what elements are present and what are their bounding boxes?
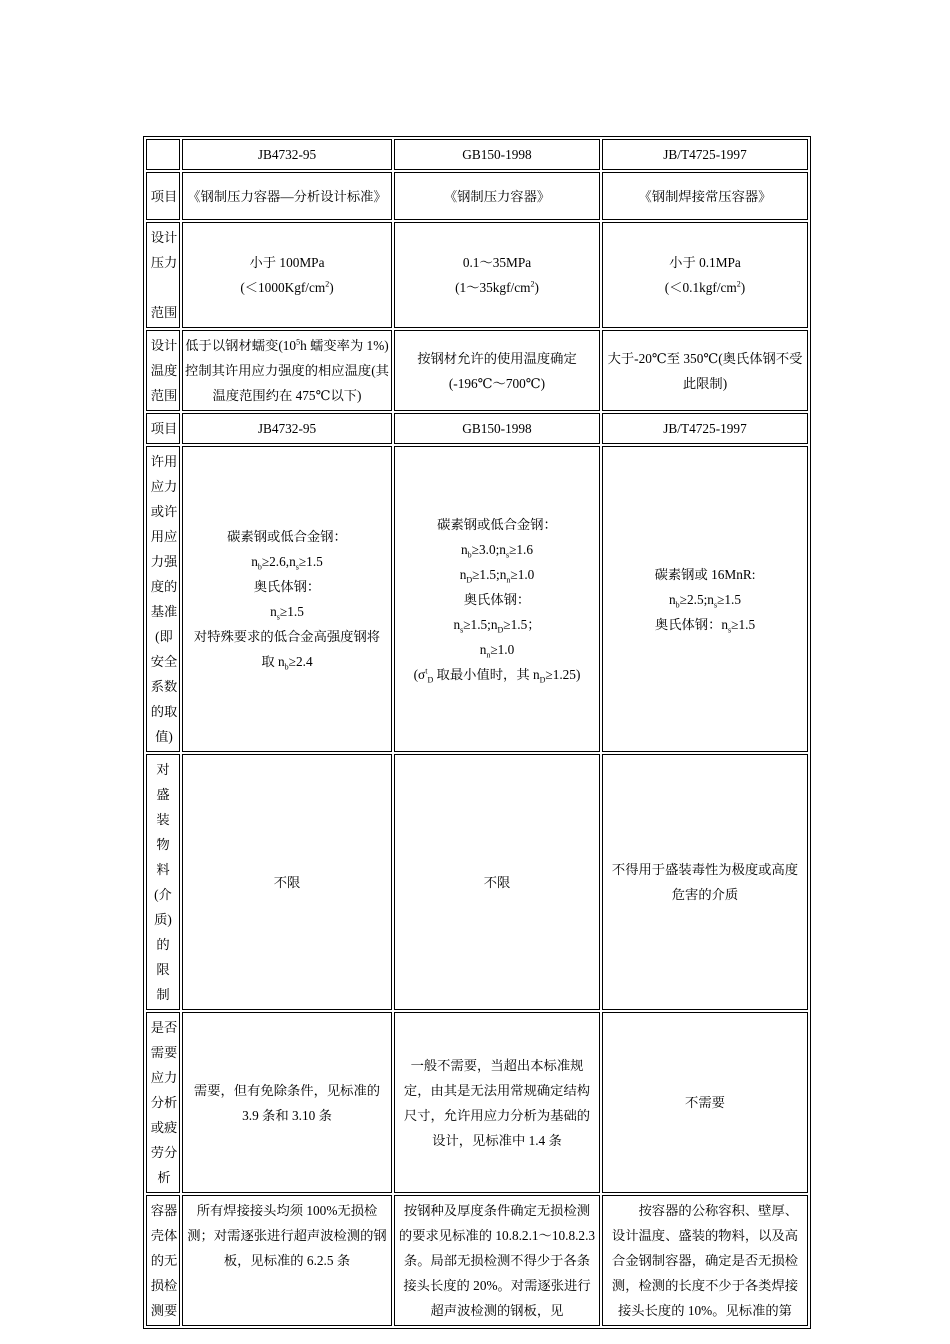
table-row-stress-analysis (146, 1012, 808, 1193)
cell-gb150-ndt: 按钢种及厚度条件确定无损检测的要求见标准的 10.8.2.1～10.8.2.3 条。局部无损检测不得少于各条接头长度的 20%。对需逐张进行超声波检测的钢板，见 (394, 1195, 600, 1326)
row-label-media: 对盛装物料(介质)的限制 (146, 754, 180, 1010)
row-label-item: 项目 (146, 172, 180, 220)
cell-gb150-stress: 碳素钢或低合金钢： $n_b\ge 3.0;n_s\ge 1.6$ $n_D\ge 1.5;n_n\ge 1.0$ 奥氏体钢： $n_s\ge 1.5;n_D\ge 1.5$； $n_n\ge 1.0$ ($\sigma^t_D$ 取最小值时，其 $n_D\ge 1.25$) (394, 446, 600, 752)
header2-gb150: GB150-1998 (394, 413, 600, 444)
table-row-name (146, 172, 808, 220)
cell-jb4732-media: 不限 (182, 754, 392, 1010)
cell-jbt4725-stress: 碳素钢或 16MnR: $n_b\ge 2.5;n_s\ge 1.5$ 奥氏体钢：$n_s\ge 1.5$ (602, 446, 808, 752)
cell-gb150-name: 《钢制压力容器》 (394, 172, 600, 220)
header-jbt4725: JB/T4725-1997 (602, 139, 808, 170)
header-jb4732: JB4732-95 (182, 139, 392, 170)
cell-jb4732-pressure: 小于 100MPa $(<1000Kgf/cm^2)$ (182, 222, 392, 328)
cell-jbt4725-analysis: 不需要 (602, 1012, 808, 1193)
cell-jbt4725-name: 《钢制焊接常压容器》 (602, 172, 808, 220)
table-row-allowable-stress (146, 446, 808, 752)
cell-jbt4725-ndt: 按容器的公称容积、壁厚、设计温度、盛装的物料，以及高合金钢制容器，确定是否无损检测，检测的长度不少于各类焊接接头长度的 10%。见标准的第 (602, 1195, 808, 1326)
cell-jbt4725-temperature: 大于-20℃至 350℃(奥氏体钢不受此限制) (602, 330, 808, 411)
table-row-ndt (146, 1195, 808, 1326)
table-header-row (146, 139, 808, 170)
row-label-ndt: 容器壳体的无损检测要 (146, 1195, 180, 1326)
row-label-pressure: 设计 压力 范围 (146, 222, 180, 328)
corner-cell (146, 139, 180, 170)
table-row-pressure (146, 222, 808, 328)
cell-jbt4725-media: 不得用于盛装毒性为极度或高度危害的介质 (602, 754, 808, 1010)
cell-jb4732-ndt: 所有焊接接头均须 100%无损检测；对需逐张进行超声波检测的钢板，见标准的 6.2.5 条 (182, 1195, 392, 1326)
row-label-allowable-stress: 许用应力或许用应力强度的基准(即安全系数的取值) (146, 446, 180, 752)
cell-jb4732-analysis: 需要，但有免除条件，见标准的 3.9 条和 3.10 条 (182, 1012, 392, 1193)
table-row-media (146, 754, 808, 1010)
cell-jbt4725-pressure: 小于 0.1MPa $(<0.1kgf/cm^2)$ (602, 222, 808, 328)
row-label-item-2: 项目 (146, 413, 180, 444)
table-row-header-repeat (146, 413, 808, 444)
row-label-temperature: 设计温度范围 (146, 330, 180, 411)
header2-jb4732: JB4732-95 (182, 413, 392, 444)
table-row-temperature (146, 330, 808, 411)
cell-jb4732-name: 《钢制压力容器—分析设计标准》 (182, 172, 392, 220)
cell-gb150-temperature: 按钢材允许的使用温度确定(-196℃～700℃) (394, 330, 600, 411)
standards-comparison-table (143, 136, 811, 1329)
cell-gb150-analysis: 一般不需要，当超出本标准规定，由其是无法用常规确定结构尺寸，允许用应力分析为基础的设计，见标准中 1.4 条 (394, 1012, 600, 1193)
header2-jbt4725: JB/T4725-1997 (602, 413, 808, 444)
cell-jb4732-stress: 碳素钢或低合金钢： $n_b\ge 2.6,n_s\ge 1.5$ 奥氏体钢： $n_s\ge 1.5$ 对特殊要求的低合金高强度钢将 取 $n_b\ge 2.4$ (182, 446, 392, 752)
cell-gb150-media: 不限 (394, 754, 600, 1010)
row-label-stress-analysis: 是否需要应力分析或疲劳分析 (146, 1012, 180, 1193)
cell-gb150-pressure: 0.1～35MPa $(1\sim 35kgf/cm^2)$ (394, 222, 600, 328)
header-gb150: GB150-1998 (394, 139, 600, 170)
cell-jb4732-temperature: 低于以钢材蠕变($10^5h$ 蠕变率为 1%)控制其许用应力强度的相应温度(其温度范围约在 475℃以下) (182, 330, 392, 411)
